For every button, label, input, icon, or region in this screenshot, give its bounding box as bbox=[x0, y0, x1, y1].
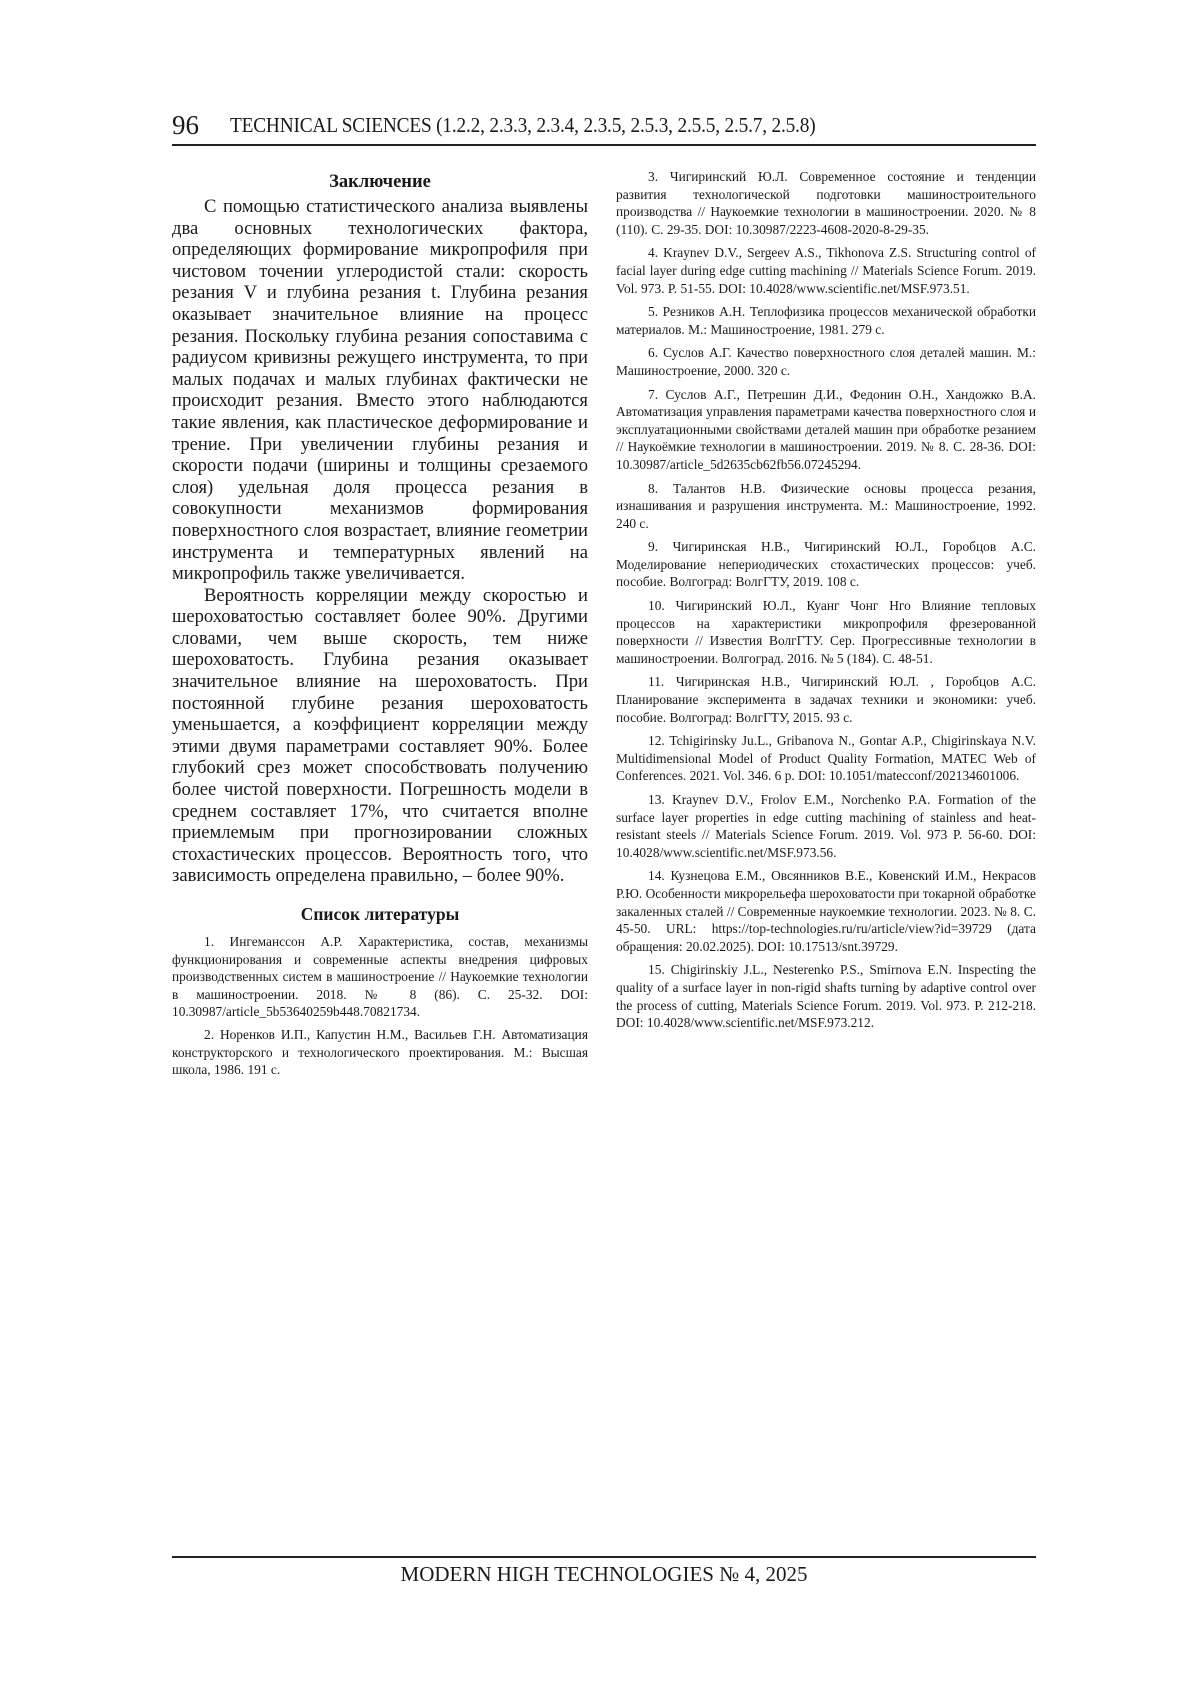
references-title: Список литературы bbox=[300, 904, 460, 924]
reference-item: 15. Chigirinskiy J.L., Nesterenko P.S., Smirnova E.N. Inspecting the quality of a surface layer in non-rigid shafts turning by adaptive control over the process of cutting, Materials Science Forum. 2019. Vol. 973. P. 212-218. DOI: 10.4028/www.scientific.net/MSF.973.212. bbox=[616, 962, 1036, 1031]
reference-item: 3. Чигиринский Ю.Л. Современное состояние и тенденции развития технологической подготовки машиностроительного производства // Наукоемкие технологии в машиностроении. 2020. № 8 (110). С. 29-35. DOI: 10.30987/2223-4608-2020-8-29-35. bbox=[616, 169, 1036, 237]
reference-item: 14. Кузнецова Е.М., Овсянников В.Е., Ковенский И.М., Некрасов Р.Ю. Особенности микрорельефа шероховатости при токарной обработке закаленных сталей // Современные наукоемкие технологии. 2023. № 8. С. 45-50. URL: https://top-technologies.ru/ru/article/view?id=39729 (дата обращения: 20.02.2025). DOI: 10.17513/snt.39729. bbox=[616, 868, 1036, 954]
reference-item: 10. Чигиринский Ю.Л., Куанг Чонг Нго Влияние тепловых процессов на характеристики микропрофиля фрезерованной поверхности // Известия ВолгГТУ. Сер. Прогрессивные технологии в машиностроении. Волгоград. 2016. № 5 (184). С. 48-51. bbox=[616, 598, 1036, 666]
reference-item: 9. Чигиринская Н.В., Чигиринский Ю.Л., Горобцов А.С. Моделирование непериодических стохастических процессов: учеб. пособие. Волгоград: ВолгГТУ, 2019. 108 с. bbox=[616, 539, 1036, 590]
reference-item: 12. Tchigirinsky Ju.L., Gribanova N., Gontar A.P., Chigirinskaya N.V. Multidimensional Model of Product Quality Formation, MATEC Web of Conferences. 2021. Vol. 346. 6 p. DOI: 10.1051/matecconf/202134601006. bbox=[616, 733, 1036, 784]
conclusion-paragraph: Вероятность корреляции между скоростью и шероховатостью составляет более 90%. Другими словами, чем выше скорость, тем ниже шероховатость. Глубина резания оказывает значительное влияние на шероховатость. При постоянной глубине резания шероховатость уменьшается, а коэффициент корреляции между этими двумя параметрами составляет 90%. Более глубокий срез может способствовать получению более чистой поверхности. Погрешность модели в среднем составляет 17%, что считается вполне приемлемым при прогнозировании сложных стохастических процессов. Вероятность того, что зависимость определена правильно, – более 90%. bbox=[172, 584, 588, 887]
conclusion-paragraph: С помощью статистического анализа выявлены два основных технологических фактора, определяющих формирование микропрофиля при чистовом точении углеродистой стали: скорость резания V и глубина резания t. Глубина резания оказывает значительное влияние на процесс резания. Поскольку глубина резания сопоставима с радиусом кривизны режущего инструмента, то при малых подачах и малых глубинах фактически не происходит резания. Вместо этого наблюдаются такие явления, как пластическое деформирование и трение. При увеличении глубины резания и скорости подачи (ширины и толщины срезаемого слоя) удельная доля процесса резания в совокупности механизмов формирования поверхностного слоя возрастает, влияние геометрии инструмента и температурных явлений на микропрофиль также увеличивается. bbox=[172, 196, 588, 585]
left-column bbox=[172, 170, 588, 1084]
reference-item: 11. Чигиринская Н.В., Чигиринский Ю.Л. , Горобцов А.С. Планирование эксперимента в задачах техники и экономики: учеб. пособие. Волгоград: ВолгГТУ, 2015. 93 с. bbox=[616, 674, 1036, 725]
right-column bbox=[616, 168, 1036, 1038]
reference-item: 5. Резников А.Н. Теплофизика процессов механической обработки материалов. М.: Машиностроение, 1981. 279 с. bbox=[616, 304, 1036, 337]
reference-item: 4. Kraynev D.V., Sergeev A.S., Tikhonova Z.S. Structuring control of facial layer during edge cutting machining // Materials Science Forum. 2019. Vol. 973. P. 51-55. DOI: 10.4028/www.scientific.net/MSF.973.51. bbox=[616, 245, 1036, 296]
reference-item: 13. Kraynev D.V., Frolov E.M., Norchenko P.A. Formation of the surface layer properties in edge cutting machining of stainless and heat-resistant steels // Materials Science Forum. 2019. Vol. 973 P. 56-60. DOI: 10.4028/www.scientific.net/MSF.973.56. bbox=[616, 792, 1036, 860]
page-footer: MODERN HIGH TECHNOLOGIES № 4, 2025 bbox=[172, 1556, 1036, 1588]
running-head: TECHNICAL SCIENCES (1.2.2, 2.3.3, 2.3.4, 2.3.5, 2.5.3, 2.5.5, 2.5.7, 2.5.8) bbox=[230, 113, 816, 137]
reference-item: 2. Норенков И.П., Капустин Н.М., Васильев Г.Н. Автоматизация конструкторского и технологического проектирования. М.: Высшая школа, 1986. 191 с. bbox=[172, 1026, 588, 1078]
conclusion-title: Заключение bbox=[329, 172, 431, 192]
page-header bbox=[172, 104, 1036, 146]
reference-item: 1. Ингеманссон А.Р. Характеристика, состав, механизмы функционирования и современные аспекты внедрения цифровых производственных систем в машиностроение // Наукоемкие технологии в машиностроении. 2018. № 8 (86). С. 25-32. DOI: 10.30987/article_5b53640259b448.70821734. bbox=[172, 934, 588, 1020]
reference-item: 8. Талантов Н.В. Физические основы процесса резания, изнашивания и разрушения инструмента. М.: Машиностроение, 1992. 240 с. bbox=[616, 480, 1036, 531]
reference-item: 7. Суслов А.Г., Петрешин Д.И., Федонин О.Н., Хандожко В.А. Автоматизация управления параметрами качества поверхностного слоя и эксплуатационными свойствами деталей машин при обработке резанием // Наукоёмкие технологии в машиностроении. 2019. № 8. С. 28-36. DOI: 10.30987/article_5d2635cb62fb56.07245294. bbox=[616, 386, 1036, 472]
page-number: 96 bbox=[172, 110, 199, 140]
reference-item: 6. Суслов А.Г. Качество поверхностного слоя деталей машин. М.: Машиностроение, 2000. 320 с. bbox=[616, 345, 1036, 378]
